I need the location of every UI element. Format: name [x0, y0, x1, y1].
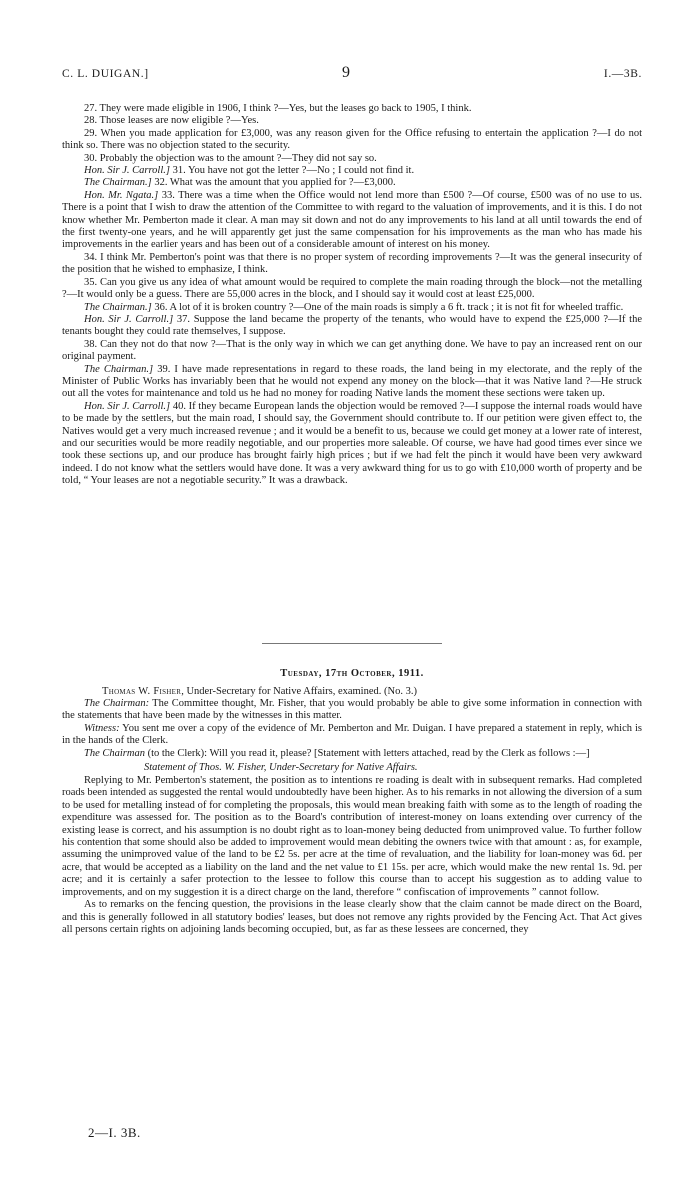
- evidence-question: [62, 177, 642, 189]
- speaker-label: The Chairman.]: [84, 363, 154, 375]
- question-text: 34. I think Mr. Pemberton's point was that there is no proper system of recording improvements ?—It was the general insecurity of the position that he wished to emphasize, I think.: [62, 251, 642, 276]
- chairman-label: The Chairman:: [84, 698, 150, 709]
- page-footer-signature: 2—I. 3B.: [88, 1125, 141, 1140]
- section-divider: [262, 643, 442, 644]
- header-witness-name: C. L. DUIGAN.]: [62, 68, 149, 80]
- question-text: 29. When you made application for £3,000, was any reason given for the Office refusing to entertain the application ?—I do not think so. There was no objection stated to the security.: [62, 127, 642, 152]
- evidence-question: [62, 314, 642, 339]
- statement-paragraph-1: Replying to Mr. Pemberton's statement, the position as to intentions re roading is dealt with in subsequent remarks. Had completed roads been intended as suggested the rental would undoubtedly have been higher. As to his remarks in not allowing the diversion of a sum to be used for metalling instead of for completing the proposals, this would mean breaking faith with some as to the length of roading the expenditure was assessed for. The position as to the Board's contribution of interest-money on loans extending over currency of the existing lease is correct, and his assumption is no doubt right as to loan-money being deducted from unimproved value. To further follow his contention that some should also be added to improvement would mean debiting the owners twice with that amount : as, for example, assuming the unimproved value of the land to be £2 5s. per acre at the time of revaluation, and the liability for loan-money was 6d. per acre, that would be accepted as a liability on the land and the net value to £1 15s. per acre, which would make the new rental 1s. 9d. per acre; and it is certainly a safer protection to the lessee to follow this course than to accept his suggestion as to adding value to improvements, and on my suggestion it is a direct charge on the land, therefore “ confiscation of improvements ” cannot follow.: [62, 775, 642, 898]
- evidence-question: [62, 401, 642, 488]
- question-text: 32. What was the amount that you applied for ?—£3,000.: [154, 177, 396, 189]
- speaker-label: Hon. Sir J. Carroll.]: [84, 165, 170, 177]
- session-date-heading: Tuesday, 17th October, 1911.: [280, 668, 424, 679]
- evidence-question: [62, 252, 642, 277]
- question-text: 39. I have made representations in regard to these roads, the land being in my electorate, and the reply of the Minister of Public Works has invariably been that he would not expend any money on the block—that it was Native land ?—He struck out all the votes for maintenance and told us he had no money for roading Native lands the moment these sections were taken up.: [62, 363, 642, 400]
- question-text: 38. Can they not do that now ?—That is the only way in which we can get anything done. We have to pay an increased rent on our original payment.: [62, 338, 642, 363]
- witness-examined-line: [62, 685, 642, 698]
- evidence-question: [62, 165, 642, 177]
- evidence-question: [62, 302, 642, 314]
- chairman2-label: The Chairman: [84, 747, 145, 759]
- page-header: [62, 66, 642, 84]
- evidence-question: [62, 277, 642, 302]
- chairman-request: [62, 748, 642, 760]
- speaker-label: Hon. Sir J. Carroll.]: [84, 400, 171, 412]
- question-text: 30. Probably the objection was to the amount ?—They did not say so.: [84, 152, 377, 164]
- chairman2-text: (to the Clerk): Will you read it, please? [Statement with letters attached, read by the Clerk as follows :—]: [144, 747, 590, 759]
- speaker-label: Hon. Mr. Ngata.]: [84, 189, 159, 201]
- question-text: 36. A lot of it is broken country ?—One of the main roads is simply a 6 ft. track ; it is not fit for wheeled traffic.: [154, 301, 624, 313]
- evidence-question: [62, 115, 642, 127]
- statement-title: Statement of Thos. W. Fisher, Under-Secretary for Native Affairs.: [144, 762, 418, 774]
- speaker-label: The Chairman.]: [84, 177, 152, 189]
- evidence-question: [62, 190, 642, 252]
- page-number: 9: [342, 64, 351, 81]
- evidence-question: [62, 103, 642, 115]
- speaker-label: The Chairman.]: [84, 301, 152, 313]
- evidence-question: [62, 128, 642, 153]
- chairman-text: The Committee thought, Mr. Fisher, that you would probably be able to give some information in connection with the statements that have been made by the witnesses in this matter.: [62, 698, 643, 722]
- witness-name: Thomas W. Fisher: [102, 686, 182, 697]
- question-text: 31. You have not got the letter ?—No ; I could not find it.: [172, 165, 415, 177]
- question-text: 28. Those leases are now eligible ?—Yes.: [84, 115, 259, 127]
- document-reference: I.—3B.: [603, 68, 642, 80]
- witness-statement: [62, 723, 642, 748]
- statement-paragraph-2: As to remarks on the fencing question, the provisions in the lease clearly show that the claim cannot be made direct on the Board, and this is generally followed in all statutory bodies' leases, but does not remove any rights provided by the Fencing Act. That Act gives all persons certain rights on adjoining lands becoming occupied, but, as far as these lessees are concerned, they: [62, 899, 642, 935]
- session-section: [62, 668, 642, 936]
- question-text: 37. Suppose the land became the property of the tenants, who would have to expend the £25,000 ?—If the tenants bought they could rate themselves, I suppose.: [62, 313, 642, 338]
- speaker-label: Hon. Sir J. Carroll.]: [84, 313, 174, 325]
- question-text: 40. If they became European lands the objection would be removed ?—I suppose the internal roads would have to be made by the settlers, but the main road, I should say, the Government should contribute to. If our petition were given effect to, the Natives would get a very much increased revenue ; and it would be a benefit to us, because we could get money at a lower rate of interest, and our securities would be more readily negotiable, and our properties more saleable. Of course, we have had good times ever since we took these sections up, and our produce has brought fairly high prices ; but if we had felt the pinch it would have been very awkward indeed. I do not know what the settlers would have done. It was a very awkward thing for us to go with £10,000 worth of property and be told, “ Your leases are not a negotiable security.” It was a drawback.: [62, 400, 642, 487]
- evidence-question: [62, 339, 642, 364]
- question-text: 27. They were made eligible in 1906, I think ?—Yes, but the leases go back to 1905, I think.: [84, 103, 472, 114]
- evidence-question: [62, 153, 642, 165]
- question-text: 33. There was a time when the Office would not lend more than £500 ?—Of course, £500 was of no use to us. There is a point that I wish to draw the attention of the Committee to with regard to the valuation of improvements, and it is this. I do not know whether Mr. Pemberton made it clear. A man may sit down and not do any improvements to his land at all until towards the end of the first twenty-one years, and he will apparently get just the same compensation for his improvements as the man who has made his improvements in the earlier years and has been out of a considerable amount of interest on his money.: [62, 189, 643, 251]
- evidence-questions: [62, 103, 642, 488]
- witness-label: Witness:: [84, 722, 120, 734]
- witness-text: You sent me over a copy of the evidence of Mr. Pemberton and Mr. Duigan. I have prepared a statement in reply, which is in the hands of the Clerk.: [62, 722, 642, 747]
- evidence-question: [62, 364, 642, 401]
- witness-title: , Under-Secretary for Native Affairs, examined. (No. 3.): [181, 686, 417, 697]
- chairman-statement: [62, 698, 642, 723]
- question-text: 35. Can you give us any idea of what amount would be required to complete the main roading through the block—not the metalling ?—It would only be a guess. There are 55,000 acres in the block, and I should say it would cost at least £25,000.: [62, 276, 642, 301]
